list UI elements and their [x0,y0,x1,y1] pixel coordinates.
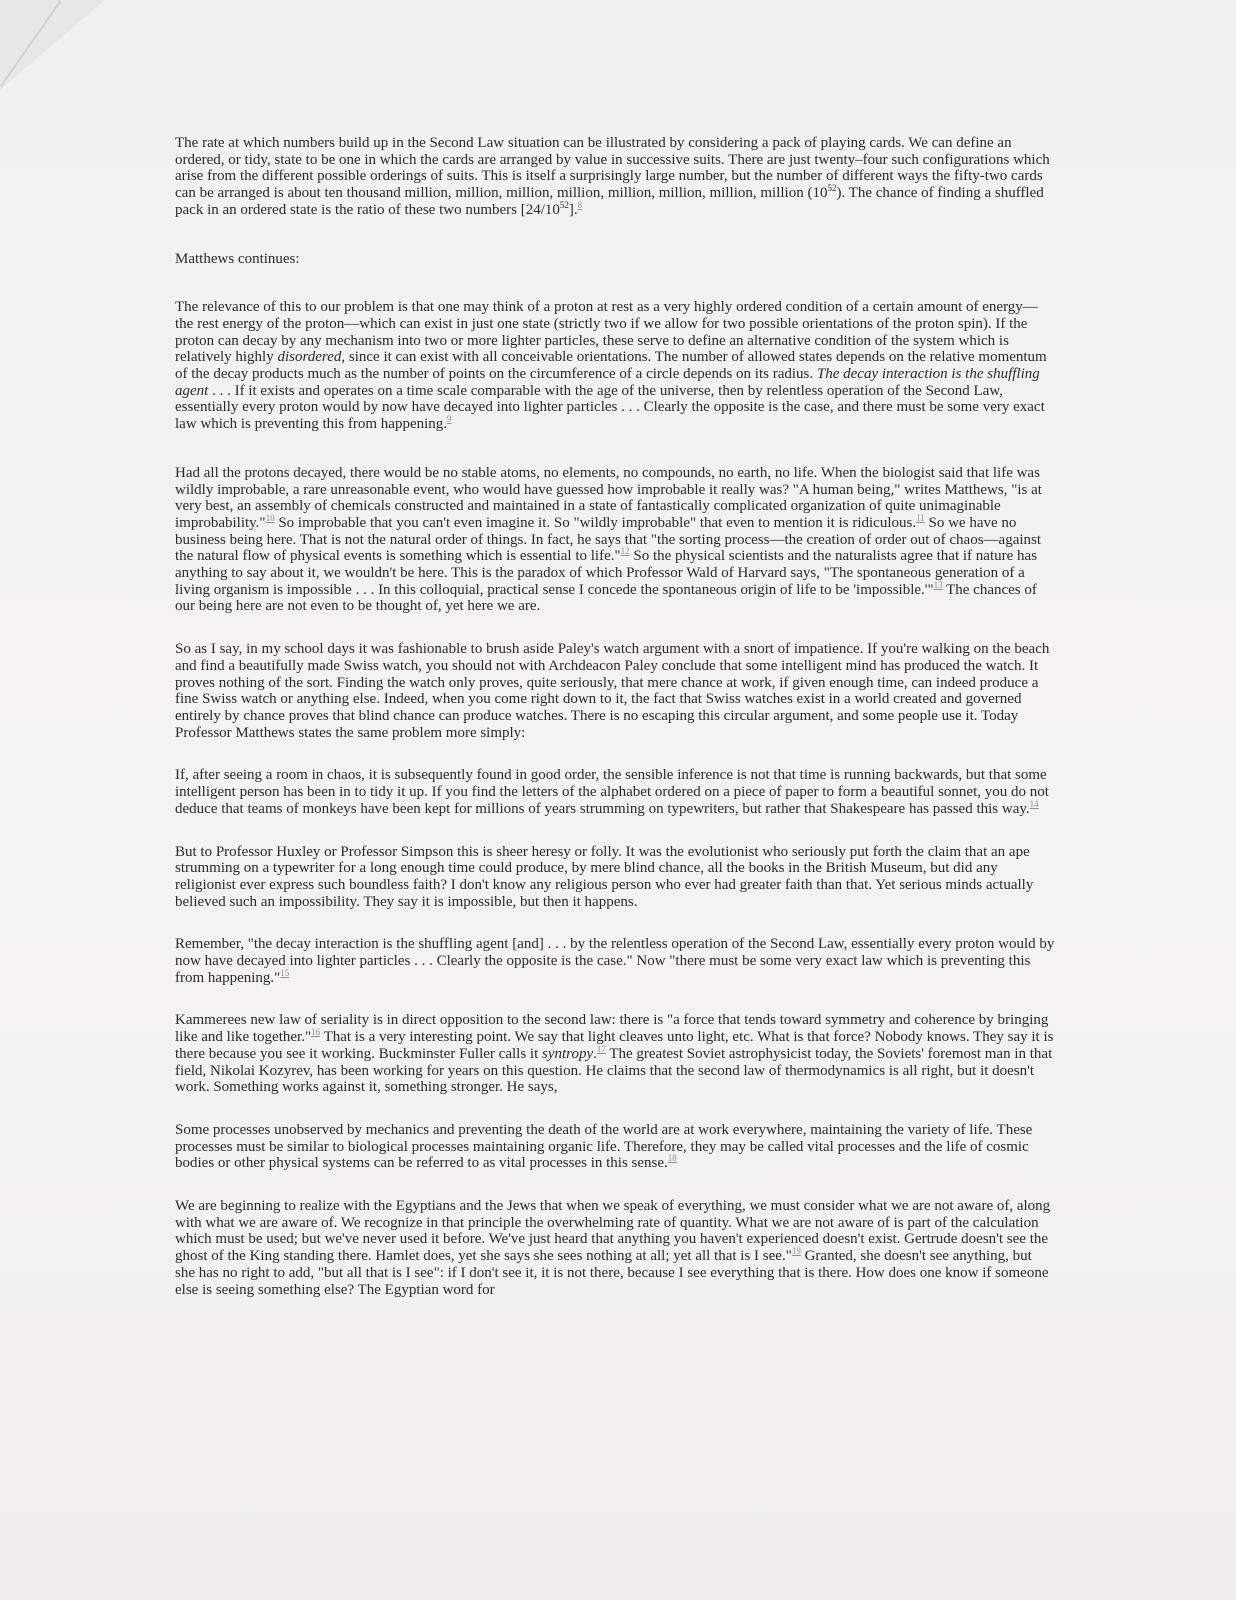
text-run: . [593,1045,597,1062]
paragraph-huxley [175,844,1055,911]
paragraph-kammerer [175,1012,1055,1096]
text-run: ). The chance of finding a shuffled pack in an ordered state is the ratio of these two numbers [24/10 [175,185,1044,218]
footnote-link[interactable]: 17 [596,1043,606,1054]
text-run: Matthews continues: [175,250,300,267]
paragraph-paley [175,641,1055,741]
text-run: We are beginning to realize with the Egyptians and the Jews that when we speak of everything, we must consider what we are not aware of, along with what we are aware of. We recognize in that principle the overwhelming rate of quantity. What we are not aware of is part of the calculation which must be used; but we've never used it before. We've just heard that anything you haven't experienced doesn't exist. Gertrude doesn't see the ghost of the King standing there. Hamlet does, yet she says she sees nothing at all; yet all that is I see." [175,1198,1051,1265]
footnote-link[interactable]: 16 [311,1027,321,1038]
text-run: The rate at which numbers build up in the Second Law situation can be illustrated by considering a pack of playing cards. We can define an ordered, or tidy, state to be one in which the cards are arranged by value in successive suits. There are just twenty–four such configurations which arise from the different possible orderings of suits. This is itself a surprisingly large number, but the number of different ways the fifty-two cards can be arranged is about ten thousand million, million, million, million, million, million, million, million (10 [175,135,1050,202]
text-run: That is a very interesting point. We say that light cleaves unto light, etc. What is that force? Nobody knows. They say it is there because you see it working. Buckminster Fuller calls it [175,1029,1054,1062]
footnote-link[interactable]: 9 [447,414,452,425]
text-run: If, after seeing a room in chaos, it is subsequently found in good order, the sensible inference is not that time is running backwards, but that some intelligent person has been in to tidy it up. If you find the letters of the alphabet ordered on a piece of paper to form a beautiful sonnet, you do not deduce that teams of monkeys have been kept for millions of years strumming on typewriters, but rather that Shakespeare has passed this way. [175,767,1049,817]
exponent: 52 [827,183,837,194]
footnote-link[interactable]: 19 [791,1246,801,1257]
footnote-link[interactable]: 8 [577,199,583,210]
quote-room-chaos [175,767,1055,817]
text-run: The relevance of this to our problem is that one may think of a proton at rest as a very highly ordered condition of a certain amount of energy—the rest energy of the proton—which can exist in just one state (strictly two if we allow for two possible orientations of the proton spin). If the proton can decay by any mechanism into two or more lighter particles, these serve to define an alternative condition of the system which is relatively highly [175,299,1038,366]
quote-kozyrev [175,1122,1055,1172]
text-run: But to Professor Huxley or Professor Simpson this is sheer heresy or folly. It was the evolutionist who seriously put forth the claim that an ape strumming on a typewriter for a long enough time could produce, by mere blind chance, all the books in the British Museum, but did any religionist ever express such boundless faith? I don't know any religious person who ever had greater faith than that. Yet serious minds actually believed such an impossibility. They say it is impossible, but then it happens. [175,843,1034,910]
text-run: Remember, "the decay interaction is the shuffling agent [and] . . . by the relentless operation of the Second Law, essentially every proton would by now have decayed into lighter particles . . . Clearly the opposite is the case." Now "there must be some very exact law which is preventing this from happening." [175,936,1055,986]
text-run: Some processes unobserved by mechanics and preventing the death of the world are at work everywhere, maintaining the variety of life. These processes must be similar to biological processes maintaining organic life. Therefore, they may be called vital processes and the life of cosmic bodies or other physical systems can be referred to as vital processes in this sense. [175,1121,1033,1172]
text-run: So improbable that you can't even imagine it. So "wildly improbable" that even to mention it is ridiculous. [274,514,917,531]
text-run: . . . If it exists and operates on a time scale comparable with the age of the universe, then by relentless operation of the Second Law, essentially every proton would by now have decayed into lighter particles . . . Clearly the opposite is the case, and there must be some very exact law which is preventing this from happening. [175,382,1045,433]
text-run: So as I say, in my school days it was fashionable to brush aside Paley's watch argument with a snort of impatience. If you're walking on the beach and find a beautifully made Swiss watch, you should not with Archdeacon Paley conclude that some intelligent mind has produced the watch. It proves nothing of the sort. Finding the watch only proves, quite seriously, that mere chance at work, if given enough time, can indeed produce a fine Swiss watch or anything else. Indeed, when you come right down to it, the fact that Swiss watches exist in a world created and governed entirely by chance proves that blind chance can produce watches. There is no escaping this circular argument, and some people use it. Today Professor Matthews states the same problem more simply: [175,641,1050,741]
italic-run: syntropy [542,1045,594,1062]
text-run: The chances of our being here are not even to be thought of, yet here we are. [175,581,1037,615]
footnote-link[interactable]: 11 [916,512,925,523]
footnote-link[interactable]: 18 [667,1153,677,1164]
italic-run: disordered [277,349,342,366]
footnote-link[interactable]: 10 [265,512,275,523]
paragraph-proton [175,299,1055,433]
text-run: Kammerees new law of seriality is in direct opposition to the second law: there is "a force that tends toward symmetry and coherence by bringing like and like together." [175,1012,1049,1046]
paragraph-matthews-continues [175,251,1055,268]
paragraph-egyptians [175,1198,1055,1298]
footnote-link[interactable]: 14 [1029,798,1039,809]
text-run: Had all the protons decayed, there would be no stable atoms, no elements, no compounds, no earth, no life. When the biologist said that life was wildly improbable, a rare unreasonable event, who would have guessed how improbable it really was? "A human being," writes Matthews, "is at very best, an assembly of chemicals constructed and maintained in a state of fantastically complicated organization of quite unimaginable improbability." [175,464,1042,531]
italic-run: The decay interaction is the shuffling agent [175,366,1040,399]
text-run: The greatest Soviet astrophysicist today, the Soviets' foremost man in that field, Nikolai Kozyrev, has been working for years on this question. He claims that the second law of thermodynamics is all right, but it doesn't work. Something works against it, something stronger. He says, [175,1045,1053,1096]
text-run: , since it can exist with all conceivable orientations. The number of allowed states depends on the relative momentum of the decay products much as the number of points on the circumference of a circle depends on its radius. [175,349,1047,383]
text-run: So the physical scientists and the naturalists agree that if nature has anything to say about it, we wouldn't be here. This is the paradox of which Professor Wald of Harvard says, "The spontaneous generation of a living organism is impossible . . . In this colloquial, practical sense I concede the spontaneous origin of life to be 'impossible.'" [175,548,1038,598]
paragraph-protons-decayed [175,465,1055,615]
paragraph-cards [175,135,1055,219]
quote-remember [175,936,1055,986]
text-run: ]. [568,201,578,218]
footnote-link[interactable]: 12 [620,546,630,557]
footnote-link[interactable]: 15 [280,967,290,978]
body-text [175,135,1055,1298]
exponent: 52 [559,199,569,210]
text-run: Granted, she doesn't see anything, but she has no right to add, "but all that is I see": if I don't see it, it is not there, because I see everything that is there. How does one know if someone else is seeing something else? The Egyptian word for [175,1248,1049,1298]
footnote-link[interactable]: 13 [933,579,943,590]
text-run: So we have no business being here. That is not the natural order of things. In fact, he says that "the sorting process—the creation of order out of chaos—against the natural flow of physical events is something which is essential to life." [175,514,1042,565]
